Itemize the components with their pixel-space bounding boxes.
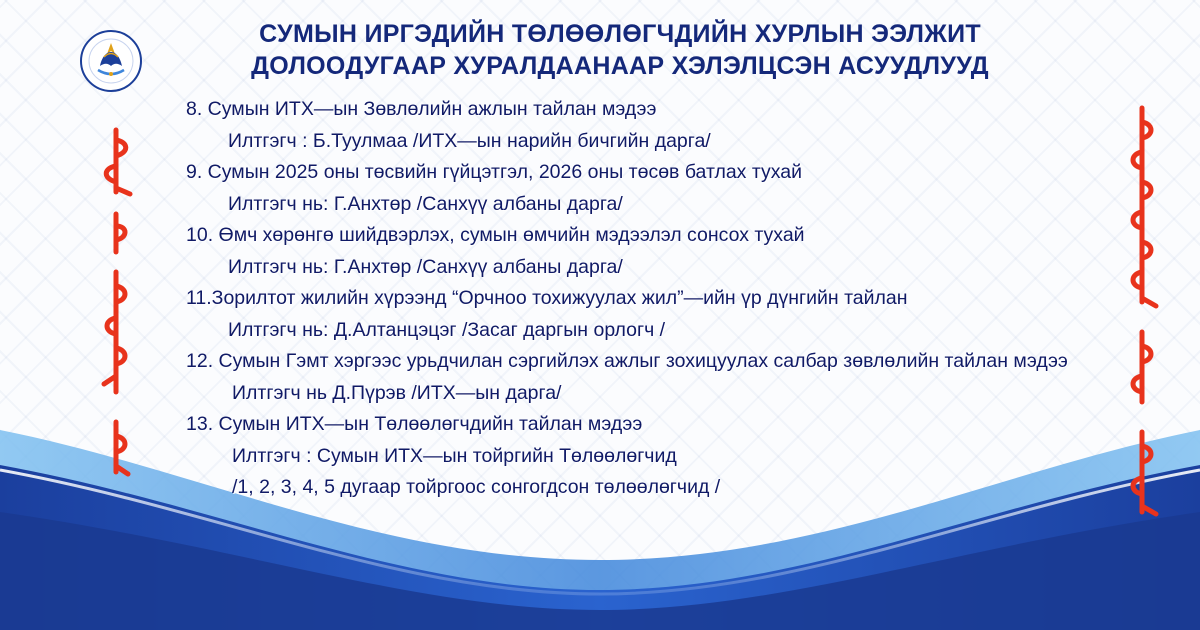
agenda-item-10-presenter: Илтгэгч нь: Г.Анхтөр /Санхүү албаны дарга/ [228,255,623,278]
agenda-item-8: 8. Сумын ИТХ—ын Зөвлөлийн ажлын тайлан мэдээ [186,98,657,120]
agenda-item-12-presenter: Илтгэгч нь Д.Пүрэв /ИТХ—ын дарга/ [232,381,562,404]
page-title-line-1: СУМЫН ИРГЭДИЙН ТӨЛӨӨЛӨГЧДИЙН ХУРЛЫН ЭЭЛЖИТ [259,20,981,48]
agenda-item-9: 9. Сумын 2025 оны төсвийн гүйцэтгэл, 2026 оны төсөв батлах тухай [186,161,803,183]
agenda-item-11: 11.Зорилтот жилийн хүрээнд “Орчноо тохижуулах жил”—ийн үр дүнгийн тайлан [186,287,908,309]
agenda-item-9-presenter: Илтгэгч нь: Г.Анхтөр /Санхүү албаны дарга/ [228,192,623,215]
agenda-list [186,94,1146,504]
agenda-item-11-presenter: Илтгэгч нь: Д.Алтанцэцэг /Засаг даргын орлогч / [228,318,666,341]
agenda-item-13-presenter-detail: /1, 2, 3, 4, 5 дугаар тойргоос сонгогдсон төлөөлөгчид / [232,476,721,498]
agenda-item-13: 13. Сумын ИТХ—ын Төлөөлөгчдийн тайлан мэдээ [186,413,643,435]
page-title-line-2: ДОЛООДУГААР ХУРАЛДААНААР ХЭЛЭЛЦСЭН АСУУДЛУУД [251,52,989,80]
mongolian-script-right [1112,102,1172,522]
agenda-item-12: 12. Сумын Гэмт хэргээс урьдчилан сэргийлэх ажлыг зохицуулах салбар зөвлөлийн тайлан мэдээ [186,350,1068,372]
emblem-icon [80,30,142,92]
agenda-item-8-presenter: Илтгэгч : Б.Туулмаа /ИТХ—ын нарийн бичгийн дарга/ [228,129,711,152]
agenda-item-13-presenter: Илтгэгч : Сумын ИТХ—ын тойргийн Төлөөлөгчид [232,444,677,467]
mongolian-script-left [86,122,146,482]
agenda-item-10: 10. Өмч хөрөнгө шийдвэрлэх, сумын өмчийн мэдээлэл сонсох тухай [186,224,805,246]
